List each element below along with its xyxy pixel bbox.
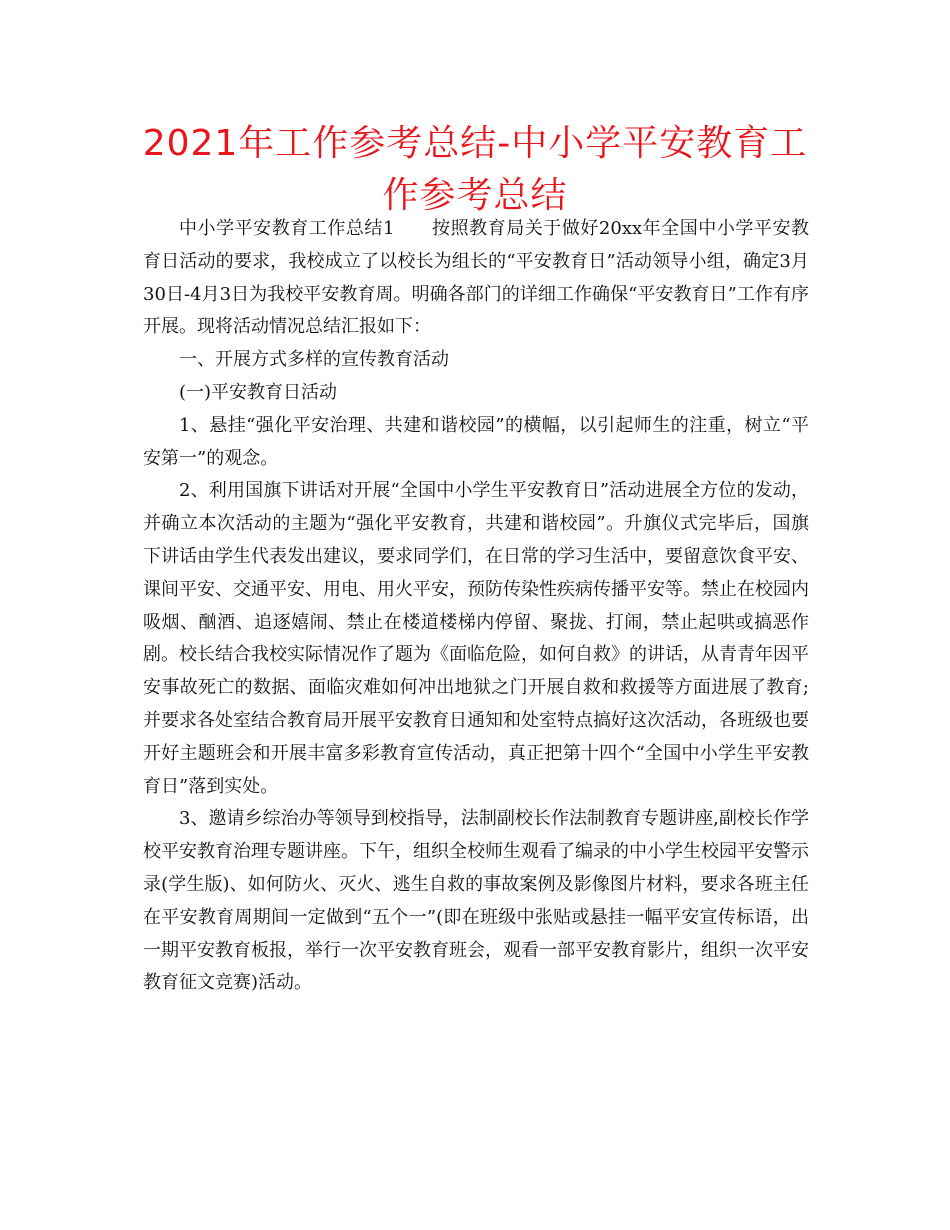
paragraph-item-1: 1、悬挂“强化平安治理、共建和谐校园”的横幅，以引起师生的注重，树立“平安第一”的观念。 (143, 414, 809, 469)
document-body (143, 213, 809, 1000)
paragraph-intro: 中小学平安教育工作总结1 按照教育局关于做好20xx年全国中小学平安教育日活动的要求，我校成立了以校长为组长的“平安教育日”活动领导小组，确定3月30日-4月3日为我校平安教育周。明确各部门的详细工作确保“平安教育日”工作有序开展。现将活动情况总结汇报如下： (143, 218, 809, 338)
section-heading-1: 一、开展方式多样的宣传教育活动 (179, 349, 449, 371)
paragraph-item-2: 2、利用国旗下讲话对开展“全国中小学生平安教育日”活动进展全方位的发动，并确立本次活动的主题为“强化平安教育，共建和谐校园”。升旗仪式完毕后，国旗下讲话由学生代表发出建议，要求同学们，在日常的学习生活中，要留意饮食平安、课间平安、交通平安、用电、用火平安，预防传染性疾病传播平安等。禁止在校园内吸烟、酗酒、追逐嬉闹、禁止在楼道楼梯内停留、聚拢、打闹，禁止起哄或搞恶作剧。校长结合我校实际情况作了题为《面临危险，如何自救》的讲话，从青青年因平安事故死亡的数据、面临灾难如何冲出地狱之门开展自救和救援等方面进展了教育;并要求各处室结合教育局开展平安教育日通知和处室特点搞好这次活动，各班级也要开好主题班会和开展丰富多彩教育宣传活动，真正把第十四个“全国中小学生平安教育日”落到实处。 (143, 480, 809, 797)
subsection-heading-1: (一)平安教育日活动 (179, 381, 338, 403)
paragraph-item-3: 3、邀请乡综治办等领导到校指导，法制副校长作法制教育专题讲座,副校长作学校平安教育治理专题讲座。下午，组织全校师生观看了编录的中小学生校园平安警示录(学生版)、如何防火、灭火、逃生自救的事故案例及影像图片材料，要求各班主任在平安教育周期间一定做到“五个一”(即在班级中张贴或悬挂一幅平安宣传标语，出一期平安教育板报，举行一次平安教育班会，观看一部平安教育影片，组织一次平安教育征文竞赛)活动。 (143, 808, 809, 994)
document-title: 2021年工作参考总结-中小学平安教育工作参考总结 (142, 123, 808, 216)
